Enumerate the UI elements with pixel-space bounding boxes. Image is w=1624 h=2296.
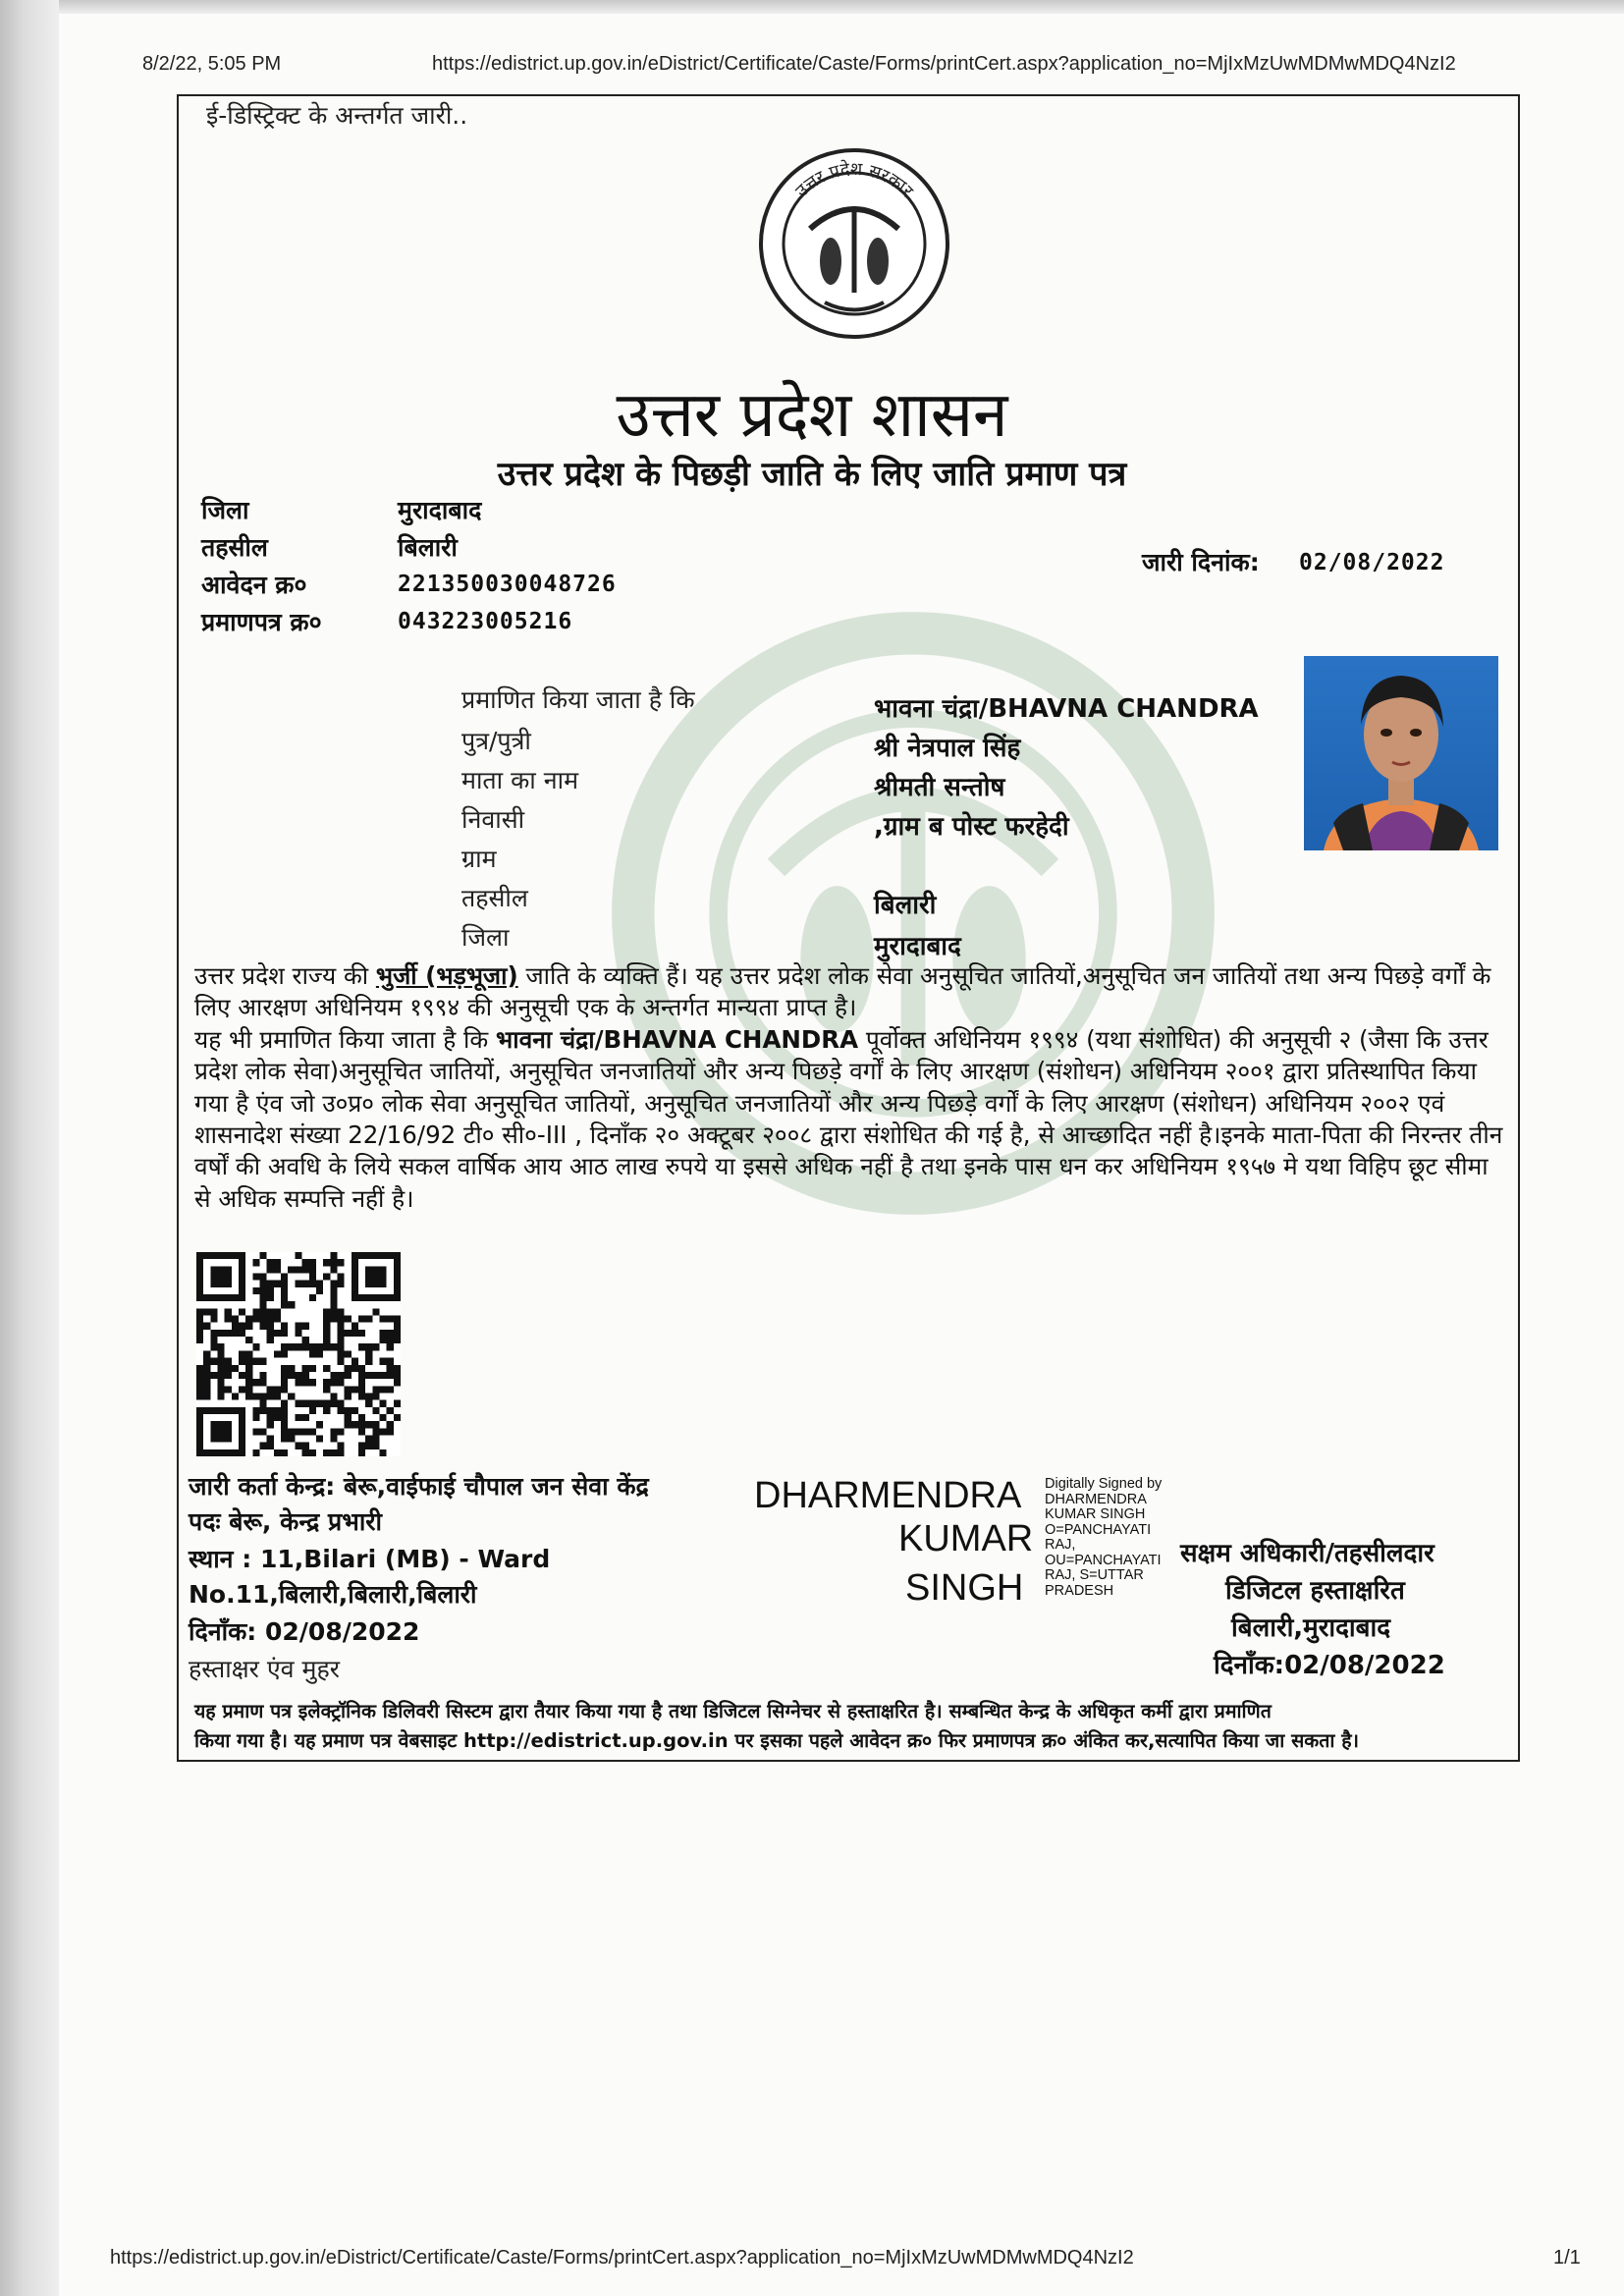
authority-date: दिनाँक:02/08/2022 [1214,1651,1445,1680]
issuer-place-line2: No.11,बिलारी,बिलारी,बिलारी [189,1580,477,1609]
application-label: आवेदन क्र० [201,571,307,599]
up-government-emblem-icon [756,145,952,342]
detail-tehsil-value: बिलारी [874,891,937,920]
certificate-number-label: प्रमाणपत्र क्र० [201,608,322,636]
district-label: जिला [201,496,249,524]
mother-label: माता का नाम [461,766,579,794]
authority-digital: डिजिटल हस्ताक्षरित [1225,1576,1405,1606]
qr-code [196,1252,401,1456]
tehsil-label: तहसील [201,533,268,562]
issuer-post: पदः बेरू, केन्द्र प्रभारी [189,1507,383,1536]
svg-text:उत्तर प्रदेश सरकार: उत्तर प्रदेश सरकार [791,158,918,202]
signer-name-line1: DHARMENDRA [754,1475,1022,1516]
signer-name-line3: SINGH [905,1567,1024,1609]
body-p2-post: पूर्वोक्त अधिनियम १९९४ (यथा संशोधित) की अनुसूची २ (जैसा कि उत्तर प्रदेश लोक सेवा)अनुसूचित जातियों, अनुसूचित जनजातियों और अन्य पिछड़े वर्गों के लिए आरक्षण (संशोधन) अधिनियम २००१ द्वारा प्रतिस्थापित किया गया है एंव जो उ०प्र० लोक सेवा अनुसूचित जातियों, अनुसूचित जनजातियों और अन्य पिछड़े वर्गों के लिए आरक्षण (संशोधन) अधिनियम २००२ एवं शासनादेश संख्या 22/16/92 टी० सी०-III , दिनाँक २० अक्टूबर २००८ द्वारा संशोधित की गई है, से आच्छादित नहीं है।इनके माता-पिता की निरन्तर तीन वर्षों की अवधि के लिये सकल वार्षिक आय आठ लाख रुपये या इससे अधिक नहीं है तथा इनके पास धन कर अधिनियम १९५७ मे यथा विहिप छूट सीमा से अधिक सम्पत्ति नहीं है। [194,1024,1503,1213]
body-applicant-name: भावना चंद्रा/BHAVNA CHANDRA [496,1024,859,1054]
certificate-title: उत्तर प्रदेश के पिछड़ी जाति के लिए जाति प्रमाण पत्र [497,455,1127,494]
issuing-center: जारी कर्ता केन्द्र: बेरू,वाईफाई चौपाल जन सेवा केंद्र [189,1472,649,1501]
issue-date-label: जारी दिनांक: [1142,548,1260,576]
certificate-body [194,960,1510,1215]
sign-seal-label: हस्ताक्षर एंव मुहर [189,1655,340,1683]
detail-district-value: मुरादाबाद [874,932,961,961]
issuer-place-line1: स्थान : 11,Bilari (MB) - Ward [189,1545,551,1573]
village-label: ग्राम [461,845,497,873]
government-title: उत्तर प्रदेश शासन [616,379,1008,452]
signer-name-line2: KUMAR [898,1518,1034,1559]
detail-tehsil-label: तहसील [461,884,528,912]
authority-title: सक्षम अधिकारी/तहसीलदार [1180,1539,1435,1568]
digital-signature-details: Digitally Signed by DHARMENDRA KUMAR SINGH O=PANCHAYATI RAJ, OU=PANCHAYATI RAJ, S=UTTAR PRADESH [1045,1476,1163,1599]
print-datetime: 8/2/22, 5:05 PM [142,53,282,75]
parent-label: पुत्र/पुत्री [461,727,531,755]
tehsil-value: बिलारी [398,533,458,562]
issuer-date: दिनाँक: 02/08/2022 [189,1617,420,1646]
print-footer-url: https://edistrict.up.gov.in/eDistrict/Certificate/Caste/Forms/printCert.aspx?application_no=MjIxMzUwMDMwMDQ4NzI2 [110,2247,1134,2269]
caste-name: भुर्जी (भड़भूजा) [375,961,518,990]
edistrict-note: ई-डिस्ट्रिक्ट के अन्तर्गत जारी.. [206,101,468,130]
issue-date: 02/08/2022 [1299,550,1445,575]
applicant-name: भावना चंद्रा/BHAVNA CHANDRA [874,694,1259,724]
parent-name: श्री नेत्रपाल सिंह [874,734,1021,763]
mother-name: श्रीमती सन्तोष [874,773,1005,802]
notice-line1: यह प्रमाण पत्र इलेक्ट्रॉनिक डिलिवरी सिस्टम द्वारा तैयार किया गया है तथा डिजिटल सिग्नेचर से हस्ताक्षरित है। सम्बन्धित केन्द्र के अधिकृत कर्मी द्वारा प्रमाणित [194,1700,1272,1722]
print-page-number: 1/1 [1553,2247,1581,2269]
verification-notice [194,1697,1495,1756]
resident-address: ,ग्राम ब पोस्ट फरहेदी [874,812,1069,842]
certified-label: प्रमाणित किया जाता है कि [461,685,695,714]
body-p1-post: जाति के व्यक्ति हैं। यह उत्तर प्रदेश लोक सेवा अनुसूचित जातियों,अनुसूचित जन जातियों तथा अन्य पिछड़े वर्गों के लिए आरक्षण अधिनियम १९९४ की अनुसूची एक के अन्तर्गत मान्यता प्राप्त है। [194,961,1491,1022]
body-p2-pre: यह भी प्रमाणित किया जाता है कि [194,1024,496,1054]
resident-label: निवासी [461,805,525,834]
body-paragraph-2 [194,1024,1510,1215]
application-number: 221350030048726 [398,572,617,597]
print-header-url: https://edistrict.up.gov.in/eDistrict/Certificate/Caste/Forms/printCert.aspx?application_no=MjIxMzUwMDMwMDQ4NzI2 [432,53,1456,75]
certificate-number: 043223005216 [398,609,573,634]
body-p1-pre: उत्तर प्रदेश राज्य की [194,961,376,990]
applicant-photo [1304,656,1498,850]
notice-line2: किया गया है। यह प्रमाण पत्र वेबसाइट http://edistrict.up.gov.in पर इसका पहले आवेदन क्र० फिर प्रमाणपत्र क्र० अंकित कर,सत्यापित किया जा सकता है। [194,1729,1359,1752]
district-value: मुरादाबाद [398,496,482,524]
body-paragraph-1 [194,960,1510,1024]
authority-place: बिलारी,मुरादाबाद [1231,1613,1391,1643]
scan-edge-top [0,0,1624,14]
scan-edge-left [0,0,59,2296]
detail-district-label: जिला [461,923,510,952]
